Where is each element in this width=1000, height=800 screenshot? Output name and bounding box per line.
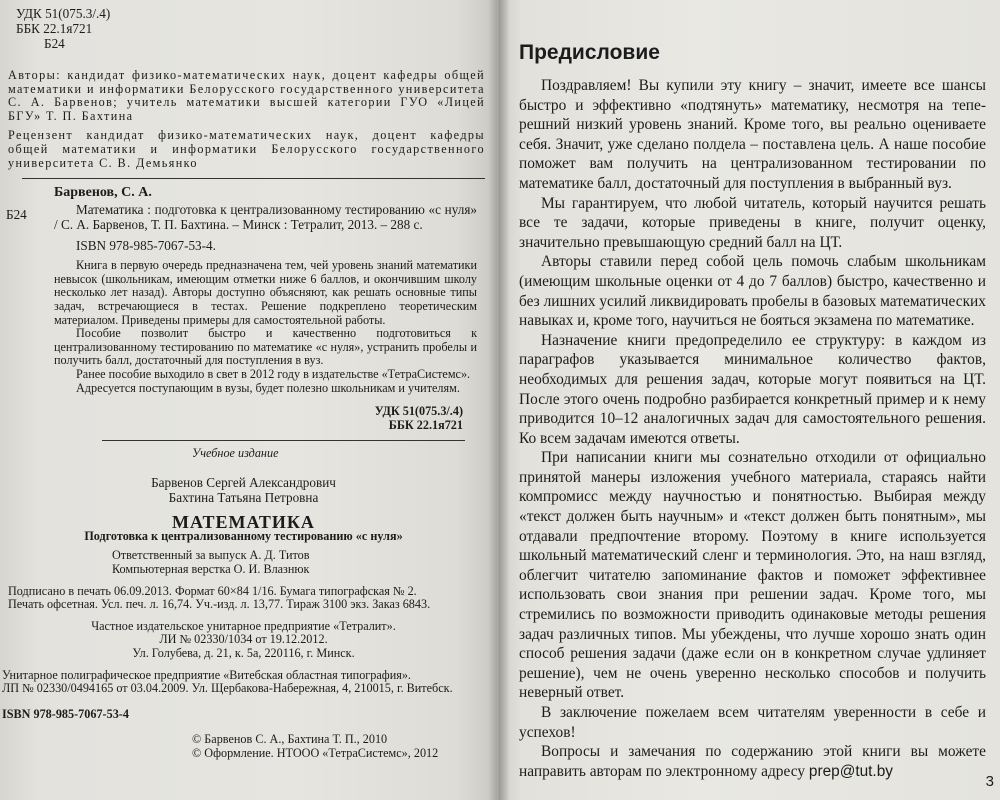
classification-bottom bbox=[2, 405, 485, 432]
authors-info: Авторы: кандидат физико-математических наук, доцент кафедры общей математики и информатики Белорусского государственного университета С. А. Барвенов; учитель математики высшей категории ГУО «Лицей БГУ» Т. П. Бахтина bbox=[8, 68, 485, 123]
catalog-entry: Математика : подготовка к централизованному тестированию «с нуля» / С. А. Барвенов, Т. П. Бахтина. – Минск : Тетралит, 2013. – 288 с. bbox=[54, 202, 477, 233]
catalog-isbn: ISBN 978-985-7067-53-4. bbox=[76, 238, 216, 254]
printer-line: ЛП № 02330/0494165 от 03.04.2009. Ул. Щербакова-Набережная, 4, 210015, г. Витебск. bbox=[2, 681, 453, 696]
author-name: Бахтина Татьяна Петровна bbox=[168, 489, 319, 505]
bbk-code: ББК 22.1я721 bbox=[16, 21, 93, 36]
printer-info bbox=[2, 669, 485, 696]
author-mark: Б24 bbox=[44, 36, 65, 51]
print-line: Подписано в печать 06.09.2013. Формат 60×84 1/16. Бумага типографская № 2. bbox=[8, 583, 417, 598]
publisher-line: Частное издательское унитарное предприятие «Тетралит». bbox=[91, 618, 396, 633]
print-details bbox=[2, 585, 485, 612]
bbk-code: ББК 22.1я721 bbox=[388, 417, 463, 432]
preface-paragraph bbox=[519, 742, 986, 781]
credits bbox=[112, 549, 485, 576]
book-subtitle: Подготовка к централизованному тестированию «с нуля» bbox=[84, 528, 403, 543]
edition-label: Учебное издание bbox=[192, 446, 279, 461]
divider bbox=[102, 440, 465, 441]
printer-line: Унитарное полиграфическое предприятие «Витебская областная типография». bbox=[2, 667, 411, 682]
author-name: Барвенов Сергей Александрович bbox=[151, 474, 336, 490]
copyright-line: © Оформление. НТООО «ТетраСистемс», 2012 bbox=[192, 746, 439, 760]
annotation-paragraph: Ранее пособие выходило в свет в 2012 году в издательстве «ТетраСистемс». bbox=[76, 366, 471, 381]
copyright-block bbox=[2, 733, 485, 760]
divider bbox=[22, 178, 485, 179]
preface-paragraph: В заключение пожелаем всем читателям уверенности в себе и успехов! bbox=[519, 704, 986, 741]
preface-paragraph: Поздравляем! Вы купили эту книгу – значит, имеете все шансы быстро и эффективно «подтянуть» математику, несмотря на тепе-решний низкий уровень знаний. Кроме того, вы реально оцениваете себя. Значит, уже сделано полдела – поставлена цель. А наше пособие поможет вам получить на централизованном тестировании по математике балл, достаточный для поступления в выбранный вуз. bbox=[519, 77, 986, 192]
isbn-bottom: ISBN 978-985-7067-53-4 bbox=[2, 706, 129, 721]
preface-paragraph: При написании книги мы сознательно отходили от официально принятой манеры изложения учебного материала, стараясь найти компромисс между научностью и понятностью. Выбирая между «текст должен быть научным» и «текст должен быть понятным», мы отдавали предпочтение второму. Поэтому в книге используется школьный математический сленг и терминология. Это, на наш взгляд, облегчит читателю запоминание фактов и поможет эффективнее использовать свои знания при решении задач. Кроме того, мы стремились по возможности приводить одинаковые методы решения задач различных типов. Мы убеждены, что лучше хорошо знать один способ решения задачи (даже если он в конкретном случае удлиняет решение), чем не очень уверенно несколько способов и получить неверный ответ. bbox=[519, 449, 986, 702]
udk-code: УДК 51(075.3/.4) bbox=[374, 404, 463, 419]
annotation-paragraph: Книга в первую очередь предназначена тем, чей уровень знаний математики невысок (школьникам, имеющим отметки ниже 6 баллов, и окончившим школу несколько лет назад). Авторы доступно объясняют, как решать основные типы задач, встречающиеся в тестах. Решение подкреплено теоретическим материалом. Приведены примеры для самостоятельной работы. bbox=[54, 258, 477, 327]
preface-paragraph: Мы гарантируем, что любой читатель, который научится решать все те задачи, которые приведены в книге, получит оценку, значительно превышающую средний балл на ЦТ. bbox=[519, 194, 986, 251]
classification-block bbox=[16, 6, 485, 51]
preface-heading: Предисловие bbox=[519, 41, 660, 64]
copyright-line: © Барвенов С. А., Бахтина Т. П., 2010 bbox=[192, 732, 388, 747]
book-title: МАТЕМАТИКА bbox=[172, 511, 315, 532]
contact-email[interactable]: prep@tut.by bbox=[808, 762, 893, 780]
annotation bbox=[54, 259, 477, 395]
page-number: 3 bbox=[985, 773, 994, 791]
udk-code: УДК 51(075.3/.4) bbox=[16, 6, 111, 21]
catalog-code: Б24 bbox=[6, 207, 27, 223]
publisher-info bbox=[2, 620, 485, 661]
imprint-page bbox=[0, 0, 497, 800]
preface-body bbox=[519, 76, 986, 781]
author-names bbox=[2, 475, 485, 505]
publisher-line: ЛИ № 02330/1034 от 19.12.2012. bbox=[159, 632, 328, 647]
publisher-line: Ул. Голубева, д. 21, к. 5а, 220116, г. Минск. bbox=[132, 646, 355, 661]
credit-line: Ответственный за выпуск А. Д. Титов bbox=[112, 548, 310, 563]
catalog-card bbox=[2, 185, 485, 395]
credit-line: Компьютерная верстка О. И. Влазнюк bbox=[112, 562, 310, 577]
catalog-author: Барвенов, С. А. bbox=[54, 185, 152, 201]
preface-paragraph: Авторы ставили перед собой цель помочь слабым школьникам (имеющим школьные оценки от 4 до 7 баллов) быстро, качественно и без лишних усилий ликвидировать пробелы в базовых математических навыках и, кроме того, научиться не бояться экзамена по математике. bbox=[519, 253, 986, 330]
contact-text: Вопросы и замечания по содержанию этой книги вы можете направить авторам по электронному адресу bbox=[519, 743, 986, 780]
annotation-paragraph: Адресуется поступающим в вузы, будет полезно школьникам и учителям. bbox=[76, 380, 460, 395]
print-line: Печать офсетная. Усл. печ. л. 16,74. Уч.-изд. л. 13,77. Тираж 3100 экз. Заказ 6843. bbox=[8, 597, 431, 612]
annotation-paragraph: Пособие позволит быстро и качественно подготовиться к централизованному тестированию по математике «с нуля», устранить пробелы и получить балл, достаточный для поступления в вуз. bbox=[54, 326, 477, 368]
reviewer-info: Рецензент кандидат физико-математических наук, доцент кафедры общей математики и информатики Белорусского государственного университета С. В. Демьянко bbox=[8, 128, 485, 170]
preface-page bbox=[497, 0, 1000, 800]
preface-paragraph: Назначение книги предопределило ее структуру: в каждом из параграфов указывается минимальное количество фактов, необходимых для решения задач, которые могут появиться на ЦТ. После этого очень подробно разбирается конкретный пример и к нему приводится 10–12 аналогичных задач для самостоятельного решения. Ко всем задачам имеются ответы. bbox=[519, 331, 986, 447]
